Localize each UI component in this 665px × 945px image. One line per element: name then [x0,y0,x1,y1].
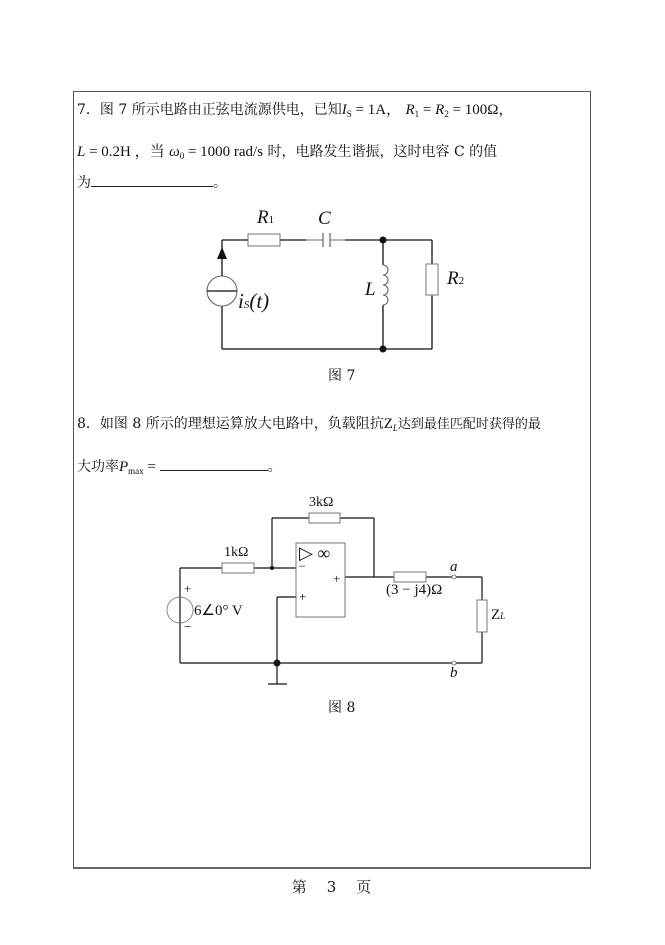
r1-label: R1 [257,207,275,228]
opamp-symbol: ▷ ∞ [299,543,331,563]
footer-suffix: 页 [356,878,374,896]
terminal-a-label: a [450,559,458,575]
figure-8-caption: 图 8 [328,700,356,716]
r1-subscript: 1 [414,109,420,119]
l-value: = 0.2H ，当 [85,144,165,160]
terminal-b-label: b [450,665,458,681]
p-symbol: P [119,459,129,475]
opamp-plus-output: + [333,571,341,586]
source-minus: − [184,619,192,634]
load-impedance-zl [477,600,487,632]
r-value: = 100Ω， [448,102,514,118]
is-subscript: S [346,109,352,119]
zl-symbol: Z [383,416,393,432]
page-number: 3 [326,878,339,896]
resistor-1k [222,563,254,573]
r2-subscript: 2 [444,109,449,119]
r2-symbol: R [435,102,445,118]
c-label: C [318,208,331,229]
ground-node-dot [274,660,281,667]
r-in-label: 1kΩ [224,545,249,560]
omega-value: = 1000 rad/s [184,144,264,160]
l-symbol: L [77,144,86,160]
q7-number: 7． [77,102,100,118]
q7-line3-text: 为 [77,175,91,191]
junction-dot [270,566,274,570]
source-value-label: 6∠0° V [194,603,243,619]
is-value: = 1A， [351,102,402,118]
r-out-label: (3 − j4)Ω [386,582,443,598]
p-equals: = [143,459,160,475]
p-subscript: max [128,466,144,476]
omega-subscript: 0 [179,151,185,161]
is-symbol: I [341,102,347,118]
q7-line3-suffix: 。 [213,175,227,191]
zl-label: ZL [491,607,506,623]
q8-text-a2: 大功率 [77,459,119,475]
q8-text-b: 达到最佳匹配时获得的最 [397,417,541,432]
r2-label: R2 [447,268,465,289]
r1-symbol: R [405,102,415,118]
resistor-3-j4 [394,572,426,582]
q8-text-a: 如图 8 所示的理想运算放大电路中，负载阻抗 [99,416,384,432]
opamp-plus-input: + [299,589,307,604]
equals: = [419,102,436,118]
page-footer [0,876,665,897]
zl-subscript: L [392,423,398,433]
figure-7-caption: 图 7 [328,368,356,384]
q7-text-b: 时，电路发生谐振，这时电容 C 的值 [263,144,498,160]
footer-prefix: 第 [291,878,309,896]
q8-number: 8． [77,416,100,432]
q8-line2-suffix: 。 [267,459,282,475]
l-label: L [365,279,376,300]
source-plus: + [184,581,192,596]
resistor-3k [309,513,340,523]
opamp-minus-input: − [299,559,306,573]
r-fb-label: 3kΩ [309,495,334,510]
omega-symbol: ω [169,144,180,160]
q7-text-a: 图 7 所示电路由正弦电流源供电，已知 [99,102,342,118]
source-label: iS(t) [238,289,270,313]
